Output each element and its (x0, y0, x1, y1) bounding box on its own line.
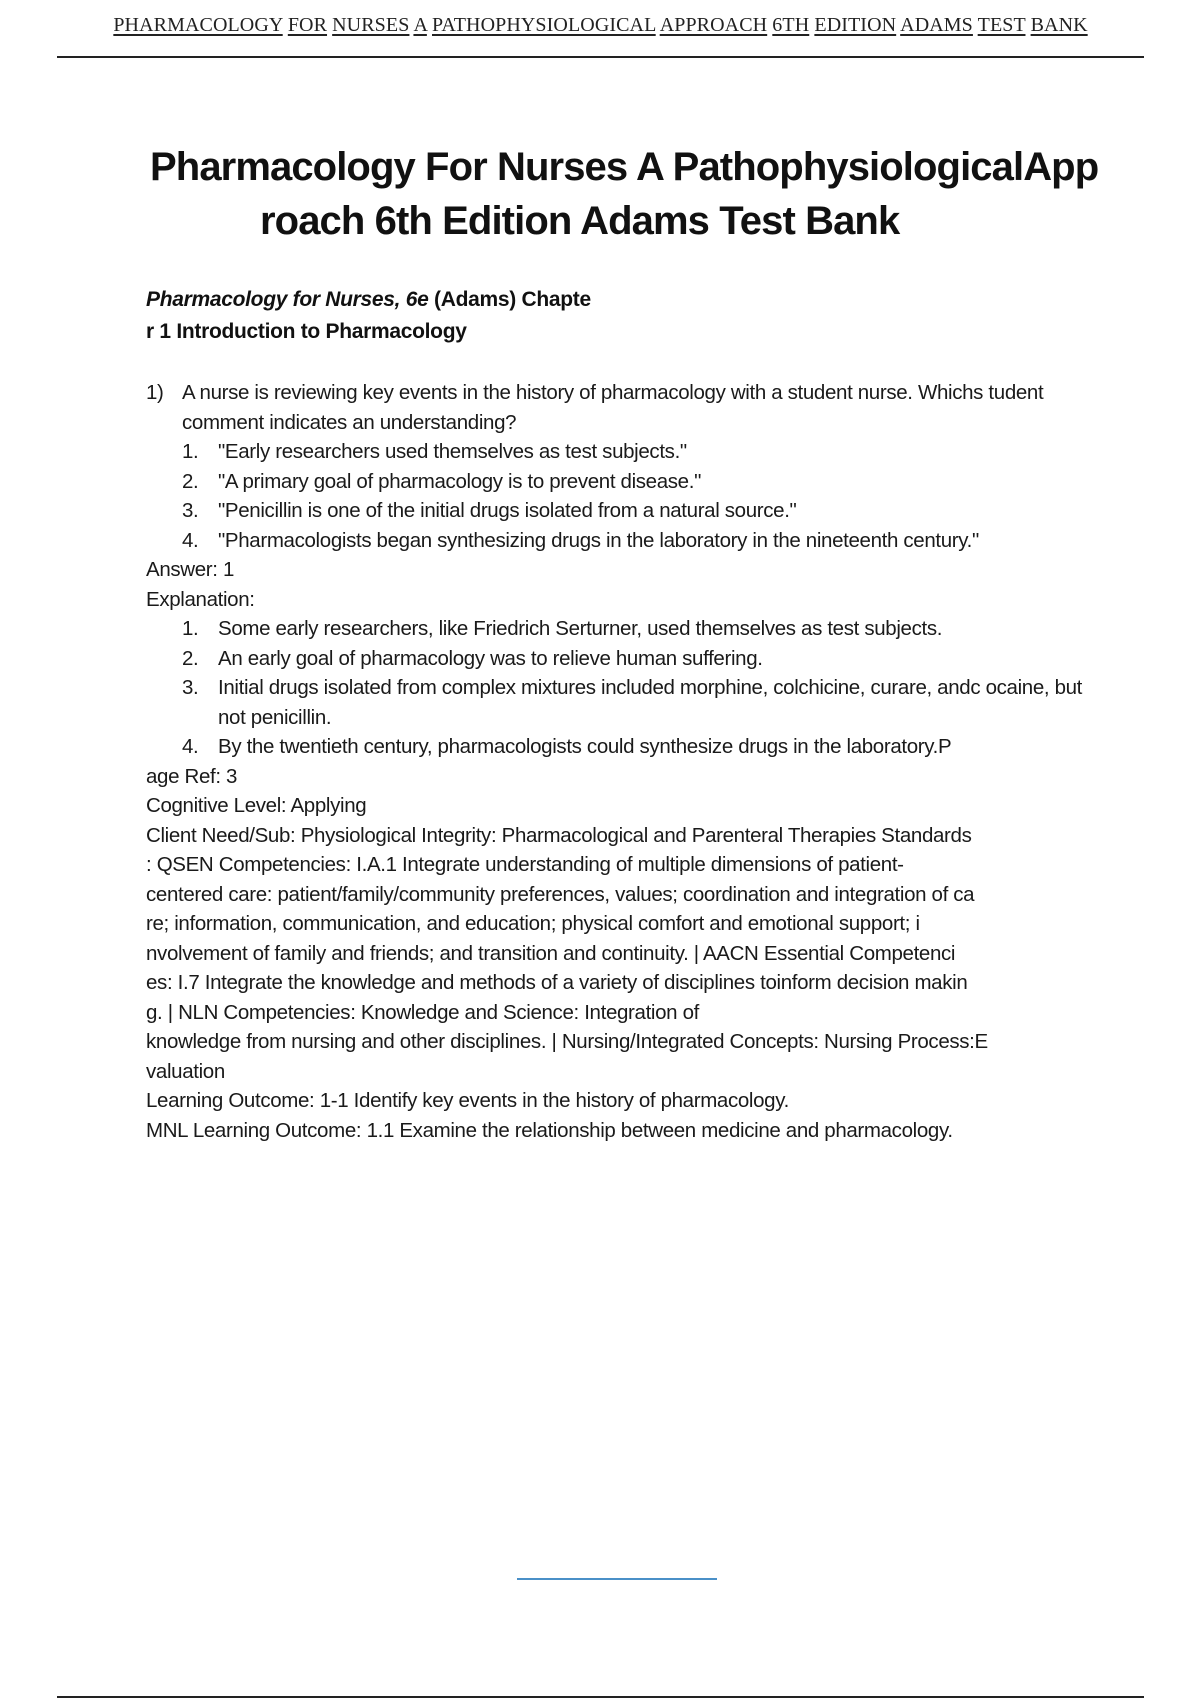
question-number: 1) (146, 381, 164, 404)
explanation-text: An early goal of pharmacology was to relieve human suffering. (218, 646, 763, 670)
explanation-number: 2. (182, 646, 199, 670)
book-title: Pharmacology for Nurses, 6e (146, 288, 429, 311)
header-word: APPROACH (659, 14, 768, 36)
client-need-line: nvolvement of family and friends; and transition and continuity. | AACN Essential Competenci (146, 941, 956, 965)
question-stem (146, 378, 1086, 437)
option-text: "Penicillin is one of the initial drugs isolated from a natural source." (218, 499, 797, 522)
chapter-heading (146, 284, 846, 348)
client-need-line: Client Need/Sub: Physiological Integrity: Pharmacological and Parenteral Therapies Standards (146, 823, 972, 847)
question-block (146, 378, 1086, 1145)
running-header (57, 14, 1144, 58)
question-text: A nurse is reviewing key events in the history of pharmacology with a student nurse. Whichs tudent comment indicates an understanding? (182, 381, 1044, 434)
explanation-text: By the twentieth century, pharmacologists could synthesize drugs in the laboratory.P (218, 735, 952, 758)
answer-option (146, 437, 1086, 467)
page-title (150, 140, 1110, 248)
option-number: 2. (182, 469, 199, 493)
header-word: BANK (1030, 14, 1088, 36)
title-line-1: Pharmacology For Nurses A PathophysiologicalApp (150, 145, 1099, 189)
explanation-item (146, 673, 1086, 732)
header-word: A (413, 14, 427, 36)
option-text: "Pharmacologists began synthesizing drugs in the laboratory in the nineteenth century." (218, 528, 979, 552)
chapter-heading-line-2: r 1 Introduction to Pharmacology (146, 320, 467, 343)
option-number: 1. (182, 440, 199, 463)
learning-outcome: Learning Outcome: 1-1 Identify key events in the history of pharmacology. (146, 1089, 789, 1112)
header-word: 6TH (772, 14, 810, 36)
header-word: TEST (977, 14, 1026, 36)
answer-line: Answer: 1 (146, 558, 234, 581)
client-need-line: es: I.7 Integrate the knowledge and methods of a variety of disciplines toinform decision makin (146, 971, 968, 994)
client-need-line: g. | NLN Competencies: Knowledge and Science: Integration of (146, 1000, 699, 1024)
client-need-line: valuation (146, 1059, 225, 1083)
client-need-line: : QSEN Competencies: I.A.1 Integrate understanding of multiple dimensions of patient- (146, 853, 904, 876)
explanation-text: Some early researchers, like Friedrich Serturner, used themselves as test subjects. (218, 617, 943, 640)
header-word: ADAMS (900, 14, 973, 36)
footer-rule (57, 1696, 1144, 1698)
cognitive-level: Cognitive Level: Applying (146, 794, 367, 817)
answer-option (146, 496, 1086, 526)
chapter-heading-rest: (Adams) Chapte (428, 288, 591, 311)
explanation-label: Explanation: (146, 587, 255, 611)
header-word: PHARMACOLOGY (113, 14, 283, 36)
header-word: PATHOPHYSIOLOGICAL (432, 14, 656, 36)
option-text: "Early researchers used themselves as test subjects." (218, 440, 687, 463)
answer-option (146, 467, 1086, 497)
page-ref: age Ref: 3 (146, 764, 238, 788)
client-need-line: knowledge from nursing and other disciplines. | Nursing/Integrated Concepts: Nursing Process:E (146, 1030, 988, 1053)
footer-link-underline[interactable] (517, 1578, 717, 1580)
title-line-2: roach 6th Edition Adams Test Bank (260, 199, 900, 243)
explanation-item (146, 732, 1086, 762)
client-need-line: re; information, communication, and education; physical comfort and emotional support; i (146, 912, 920, 935)
option-number: 3. (182, 499, 199, 522)
option-number: 4. (182, 528, 199, 552)
explanation-number: 4. (182, 735, 199, 758)
explanation-number: 3. (182, 676, 199, 699)
answer-option (146, 526, 1086, 556)
explanation-number: 1. (182, 617, 199, 640)
explanation-item (146, 644, 1086, 674)
explanation-item (146, 614, 1086, 644)
option-text: "A primary goal of pharmacology is to prevent disease." (218, 469, 702, 493)
header-word: FOR (287, 14, 328, 36)
header-word: EDITION (814, 14, 897, 36)
client-need-line: centered care: patient/family/community preferences, values; coordination and integration of ca (146, 882, 975, 906)
mnl-learning-outcome: MNL Learning Outcome: 1.1 Examine the relationship between medicine and pharmacology. (146, 1118, 953, 1142)
header-word: NURSES (332, 14, 410, 36)
explanation-text: Initial drugs isolated from complex mixtures included morphine, colchicine, curare, andc ocaine, but not penicillin. (218, 676, 1083, 729)
